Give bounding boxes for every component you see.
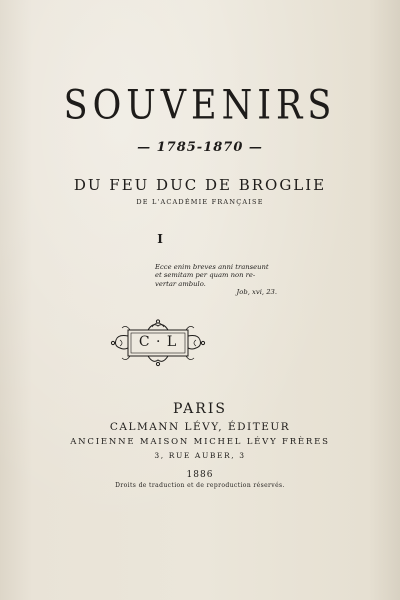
academy-line: DE L'ACADÉMIE FRANÇAISE [136,198,264,206]
volume-number: I [157,232,163,246]
publisher-mark-letters: C · L [138,334,178,350]
publisher-mark [108,318,208,368]
epigraph-line: Ecce enim breves anni transeunt [155,263,269,271]
book-title: SOUVENIRS [63,83,337,129]
publication-city: PARIS [173,401,227,417]
publisher-name: CALMANN LÉVY, ÉDITEUR [109,421,291,433]
publishing-house: ANCIENNE MAISON MICHEL LÉVY FRÈRES [70,437,330,447]
publication-year: 1886 [186,470,214,480]
epigraph-reference: Job, xvi, 23. [236,288,277,297]
rights-notice: Droits de traduction et de reproduction réservés. [115,482,285,489]
epigraph [155,263,285,297]
epigraph-line: vertar ambulo. [155,279,206,288]
date-range: — 1785-1870 — [137,140,263,155]
epigraph-line: et semitam per quam non re- [155,271,256,280]
author-line: DU FEU DUC DE BROGLIE [73,176,327,194]
publisher-address: 3, RUE AUBER, 3 [154,451,246,460]
